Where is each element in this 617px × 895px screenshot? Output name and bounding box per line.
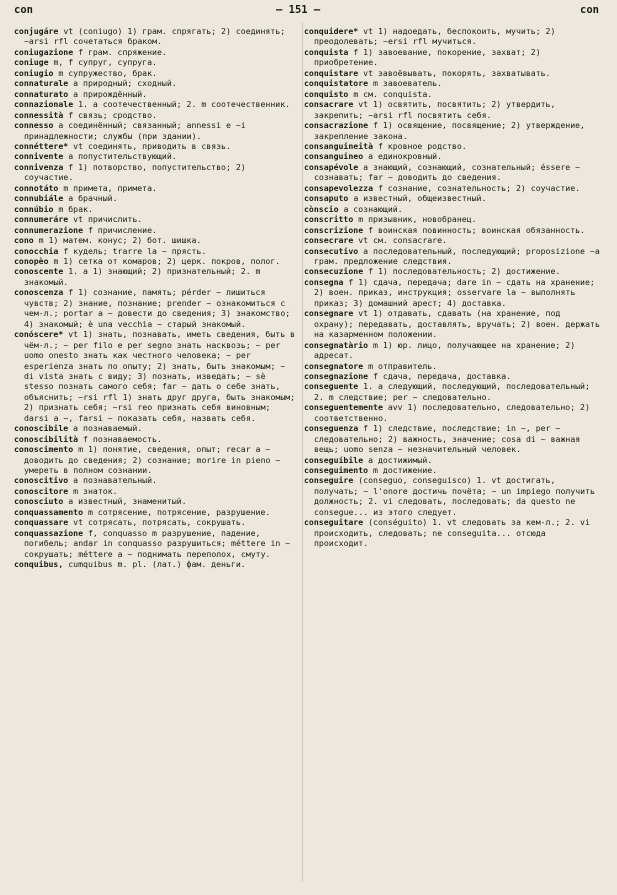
left-column	[14, 26, 298, 570]
entry-definition: m призывник, новобранец.	[358, 214, 477, 225]
entry-headword: conseguente	[304, 381, 359, 392]
entry-headword: consaputo	[304, 193, 349, 204]
entry-definition: a знающий, сознающий, сознательный; éssere ~ сознавать; far ~ доводить до сведения.	[314, 161, 581, 183]
entry-headword: conquibus,	[14, 559, 64, 570]
dictionary-entry	[304, 68, 600, 78]
dictionary-entry	[304, 47, 600, 68]
dictionary-entry	[304, 162, 600, 183]
entry-definition: a природный; сходный.	[73, 78, 177, 89]
dictionary-entry	[304, 141, 600, 151]
dictionary-entry	[14, 225, 298, 235]
entry-definition: f грам. спряжение.	[78, 46, 167, 57]
dictionary-entry	[304, 277, 600, 308]
dictionary-entry	[304, 151, 600, 161]
entry-headword: connaturale	[14, 78, 69, 89]
entry-headword: consapevolezza	[304, 182, 374, 193]
dictionary-entry	[14, 256, 298, 266]
dictionary-entry	[304, 423, 600, 454]
entry-definition: f сдача, передача, доставка.	[373, 370, 512, 381]
entry-headword: connessità	[14, 109, 64, 120]
page-number: — 151 —	[276, 4, 321, 16]
entry-definition: m 1) понятие, сведения, опыт; recar a ~ доводить до сведения; 2) сознание; morire in pieno ~ умереть в полном сознании.	[24, 444, 281, 476]
entry-definition: a известный, общеизвестный.	[353, 193, 487, 204]
entry-definition: 1. a 1) знающий; 2) признательный; 2. m знакомый.	[24, 266, 261, 287]
dictionary-entry	[14, 204, 298, 214]
dictionary-entry	[304, 235, 600, 245]
entry-definition: a прирождённый.	[73, 88, 148, 99]
entry-headword: conquistare	[304, 67, 359, 78]
dictionary-entry	[14, 434, 298, 444]
entry-definition: (conseguo, conseguisco) 1. vt достигать, получать; ~ l'onore достичь почёта; ~ un impiego получить должность; 2. vi следовать, последовать; da questo ne consegue... из этого следует.	[314, 475, 595, 517]
entry-headword: conquassamento	[14, 506, 84, 517]
entry-definition: m 1) матем. конус; 2) бот. шишка.	[38, 235, 202, 246]
dictionary-entry	[14, 507, 298, 517]
entry-headword: connúbio	[14, 203, 54, 214]
dictionary-entry	[14, 235, 298, 245]
entry-headword: conoscenza	[14, 287, 64, 298]
entry-headword: conoscibilità	[14, 433, 79, 444]
entry-headword: conquista	[304, 46, 349, 57]
running-head-left: con	[14, 4, 33, 16]
entry-definition: a единокровный.	[368, 151, 443, 162]
entry-definition: m супружество, брак.	[58, 67, 157, 78]
entry-headword: conquassare	[14, 517, 69, 528]
entry-definition: f воинская повинность; воинская обязанность.	[368, 224, 585, 235]
entry-headword: coniugazione	[14, 46, 74, 57]
entry-definition: vt 1) знать, познавать, иметь сведения, быть в чём-л.; ~ per filo e per segno знать насквозь; ~ per uomo onesto знать как честного человека; ~ per esperienza знать по опыту; 2) знать, быть знакомым; ~ di vista знать с виду; 3) познать, изведать; ~ sè stesso познать самого себя; far ~ дать о себе знать, объяснить; ~rsi rfl 1) знать друг друга, быть знакомым; 2) признать себя; ~rsi reo признать себя виновным; darsi a ~, farsi ~ показать себя, назвать себя.	[24, 329, 296, 423]
dictionary-entry	[14, 183, 298, 193]
entry-headword: consegnare	[304, 308, 354, 319]
entry-definition: cumquibus m. pl. (лат.) фам. деньги.	[68, 559, 246, 570]
dictionary-entry	[304, 361, 600, 371]
entry-definition: a познавательный.	[73, 475, 157, 486]
dictionary-entry	[304, 204, 600, 214]
entry-definition: f кровное родство.	[377, 140, 467, 151]
entry-headword: consecrare	[304, 235, 354, 246]
dictionary-entry	[14, 246, 298, 256]
entry-definition: 1. a следующий, последующий, последовательный; 2. m следствие; per ~ следовательно.	[314, 381, 590, 402]
dictionary-entry	[14, 99, 298, 109]
dictionary-entry	[304, 26, 600, 47]
entry-definition: f связь; сродство.	[68, 109, 157, 120]
dictionary-entry	[14, 120, 298, 141]
entry-definition: f 1) потворство, попустительство; 2) соучастие.	[24, 161, 246, 183]
running-head-right: con	[580, 4, 599, 16]
entry-headword: consanguineo	[304, 151, 364, 162]
entry-headword: consapévole	[304, 161, 359, 172]
entry-headword: connotáto	[14, 182, 59, 193]
entry-definition: m 1) юр. лицо, получающее на хранение; 2) адресат.	[314, 339, 576, 361]
entry-definition: vt соединять, приводить в связь.	[73, 140, 231, 151]
dictionary-entry	[304, 517, 600, 548]
entry-definition: a сознающий.	[343, 203, 403, 214]
entry-definition: vt завоёвывать, покорять, захватывать.	[363, 67, 551, 78]
entry-definition: avv 1) последовательно, следовательно; 2) соответственно.	[314, 402, 590, 423]
entry-headword: conscrizione	[304, 224, 364, 235]
entry-headword: connumerazione	[14, 224, 84, 235]
dictionary-entry	[14, 287, 298, 329]
dictionary-entry	[14, 110, 298, 120]
dictionary-entry	[14, 78, 298, 88]
entry-definition: f 1) сдача, передача; dare in ~ сдать на хранение; 2) воен. приказ, инструкция; osservare la ~ выполнять приказ; 3) домашний арест; 4) доставка.	[314, 276, 595, 308]
entry-definition: m сотрясение, потрясение, разрушение.	[87, 506, 271, 517]
dictionary-entry	[14, 528, 298, 559]
entry-definition: m примета, приметa.	[63, 182, 157, 193]
entry-headword: consegnazione	[304, 370, 369, 381]
entry-headword: consecuzione	[304, 266, 364, 277]
entry-headword: conseguenza	[304, 423, 359, 434]
dictionary-entry	[14, 162, 298, 183]
dictionary-entry	[304, 402, 600, 423]
entry-headword: conopèo	[14, 255, 49, 266]
entry-headword: consegna	[304, 276, 344, 287]
dictionary-entry	[14, 214, 298, 224]
entry-definition: m знаток.	[73, 485, 118, 496]
entry-definition: a брачный.	[68, 193, 118, 204]
entry-definition: f 1) следствие, последствие; in ~, per ~ следовательно; 2) важность, значение; cosa di ~ важная вещь; uomo senza ~ незначительный человек.	[314, 423, 581, 455]
entry-definition: f кудель; trarre la ~ прясть.	[63, 245, 207, 256]
dictionary-entry	[304, 475, 600, 517]
entry-headword: connéttere*	[14, 140, 69, 151]
dictionary-entry	[14, 68, 298, 78]
entry-definition: m достижение.	[373, 465, 438, 476]
column-divider	[302, 22, 303, 882]
entry-headword: connumeráre	[14, 214, 69, 225]
dictionary-entry	[14, 496, 298, 506]
entry-headword: conoscimento	[14, 444, 74, 455]
right-column	[304, 26, 600, 549]
entry-headword: conseguentemente	[304, 402, 383, 413]
dictionary-entry	[304, 381, 600, 402]
entry-definition: vt 1) надоедать, беспокоить, мучить; 2) преодолевать; ~ersi rfl мучиться.	[314, 26, 556, 47]
dictionary-entry	[304, 308, 600, 339]
entry-definition: a последовательный, последующий; proposizione ~a грам. предложение следствия.	[314, 245, 600, 266]
dictionary-entry	[14, 517, 298, 527]
dictionary-entry	[304, 340, 600, 361]
entry-definition: vt 1) освятить, посвятить; 2) утвердить, закрепить; ~arsi rfl посвятить себя.	[314, 99, 556, 120]
entry-definition: f 1) завоевание, покорение, захват; 2) приобретение.	[314, 46, 541, 68]
dictionary-entry	[14, 193, 298, 203]
entry-definition: m завоеватель.	[373, 78, 443, 89]
dictionary-entry	[304, 99, 600, 120]
entry-headword: cònscio	[304, 203, 339, 214]
dictionary-entry	[304, 183, 600, 193]
entry-definition: f причисление.	[87, 224, 157, 235]
entry-definition: f 1) последовательность; 2) достижение.	[368, 266, 561, 277]
entry-headword: conseguíbile	[304, 454, 364, 465]
entry-definition: m см. conquista.	[353, 88, 433, 99]
entry-headword: conóscere*	[14, 329, 64, 340]
page-header	[0, 4, 617, 20]
dictionary-entry	[304, 120, 600, 141]
dictionary-entry	[304, 371, 600, 381]
entry-definition: a известный, знаменитый.	[68, 496, 187, 507]
dictionary-entry	[14, 486, 298, 496]
entry-headword: consegnatàrio	[304, 339, 369, 350]
entry-headword: conosciuto	[14, 496, 64, 507]
entry-headword: connubiále	[14, 193, 64, 204]
entry-definition: f познаваемость.	[83, 433, 162, 444]
entry-headword: conquidere*	[304, 26, 359, 36]
dictionary-entry	[14, 151, 298, 161]
entry-headword: coniuge	[14, 57, 49, 68]
entry-definition: 1. a соотечественный; 2. m соотечественник.	[78, 99, 291, 110]
entry-headword: consegnatore	[304, 360, 364, 371]
entry-definition: a попустительствующий.	[68, 151, 177, 162]
entry-definition: m отправитель.	[368, 360, 438, 371]
entry-definition: f, conquasso m разрушение, падение, погибель; andar in conquasso разрушиться; méttere in ~ сокрушать; méttere a ~ поднимать переполох, смуту.	[24, 527, 291, 559]
entry-definition: a познаваемый.	[73, 423, 143, 434]
entry-definition: vt причислить.	[73, 214, 143, 225]
entry-headword: conquistatore	[304, 78, 369, 89]
entry-definition: f 1) освящение, посвящение; 2) утверждение, закрепление закона.	[314, 120, 585, 141]
dictionary-entry	[14, 89, 298, 99]
entry-definition: m, f супруг, супруга.	[53, 57, 157, 68]
entry-headword: conoscitivo	[14, 475, 69, 486]
entry-definition: a соединённый; связанный; annessi e ~i принадлежности; службы (при здании).	[24, 120, 246, 141]
dictionary-entry	[14, 475, 298, 485]
entry-headword: coniugio	[14, 67, 54, 78]
dictionary-entry	[304, 89, 600, 99]
dictionary-entry	[304, 465, 600, 475]
entry-headword: cono	[14, 235, 34, 246]
entry-headword: connaturato	[14, 88, 69, 99]
entry-headword: consacrare	[304, 99, 354, 110]
dictionary-entry	[304, 266, 600, 276]
dictionary-entry	[14, 559, 298, 569]
entry-headword: conseguire	[304, 475, 354, 486]
dictionary-entry	[14, 47, 298, 57]
dictionary-entry	[304, 246, 600, 267]
entry-headword: conquassazione	[14, 527, 84, 538]
entry-headword: conocchia	[14, 245, 59, 256]
dictionary-entry	[304, 214, 600, 224]
entry-headword: consacrazione	[304, 120, 369, 131]
dictionary-entry	[304, 78, 600, 88]
dictionary-entry	[14, 329, 298, 423]
dictionary-entry	[14, 26, 298, 47]
entry-definition: (conséguito) 1. vt следовать за кем-л.; 2. vi происходить, следовать; ne conseguita... отсюда происходит.	[314, 517, 590, 549]
entry-headword: connivenza	[14, 161, 64, 172]
dictionary-entry	[14, 444, 298, 475]
entry-headword: connazionale	[14, 99, 74, 110]
entry-definition: vt см. consacrare.	[358, 235, 447, 246]
entry-definition: a достижимый.	[368, 454, 433, 465]
entry-definition: vt (coniugo) 1) грам. спрягать; 2) соединять; ~arsi rfl сочетаться браком.	[24, 26, 286, 47]
entry-headword: conscritto	[304, 214, 354, 225]
dictionary-entry	[14, 57, 298, 67]
entry-definition: f сознание, сознательность; 2) соучастие.	[377, 182, 581, 193]
entry-headword: conquisto	[304, 88, 349, 99]
entry-headword: conseguimento	[304, 465, 369, 476]
dictionary-entry	[304, 455, 600, 465]
entry-headword: conoscibile	[14, 423, 69, 434]
dictionary-entry	[304, 193, 600, 203]
entry-headword: conseguitare	[304, 517, 364, 528]
entry-headword: conoscente	[14, 266, 64, 277]
entry-headword: consecutivo	[304, 245, 359, 256]
entry-headword: conoscitore	[14, 485, 69, 496]
entry-definition: f 1) сознание, память; pérder ~ лишиться чувств; 2) знание, познание; prender ~ ознакомиться с чем-л.; portar a ~ довести до сведения; 3) знакомство; 4) знакомый; è una vecchia ~ старый знакомый.	[24, 287, 291, 329]
entry-definition: vt сотрясать, потрясать, сокрушать.	[73, 517, 246, 528]
entry-definition: m 1) сетка от комаров; 2) церк. покров, полог.	[53, 255, 281, 266]
entry-definition: m брак.	[58, 203, 93, 214]
dictionary-entry	[14, 141, 298, 151]
entry-headword: connivente	[14, 151, 64, 162]
entry-definition: vt 1) отдавать, сдавать (на хранение, под охрану); передавать, доставлять, вручать; 2) воен. держать на казарменном положении.	[314, 308, 600, 340]
dictionary-entry	[14, 266, 298, 287]
dictionary-entry	[14, 423, 298, 433]
entry-headword: conjugáre	[14, 26, 59, 36]
dictionary-entry	[304, 225, 600, 235]
entry-headword: consanguineità	[304, 140, 374, 151]
entry-headword: connesso	[14, 120, 54, 131]
